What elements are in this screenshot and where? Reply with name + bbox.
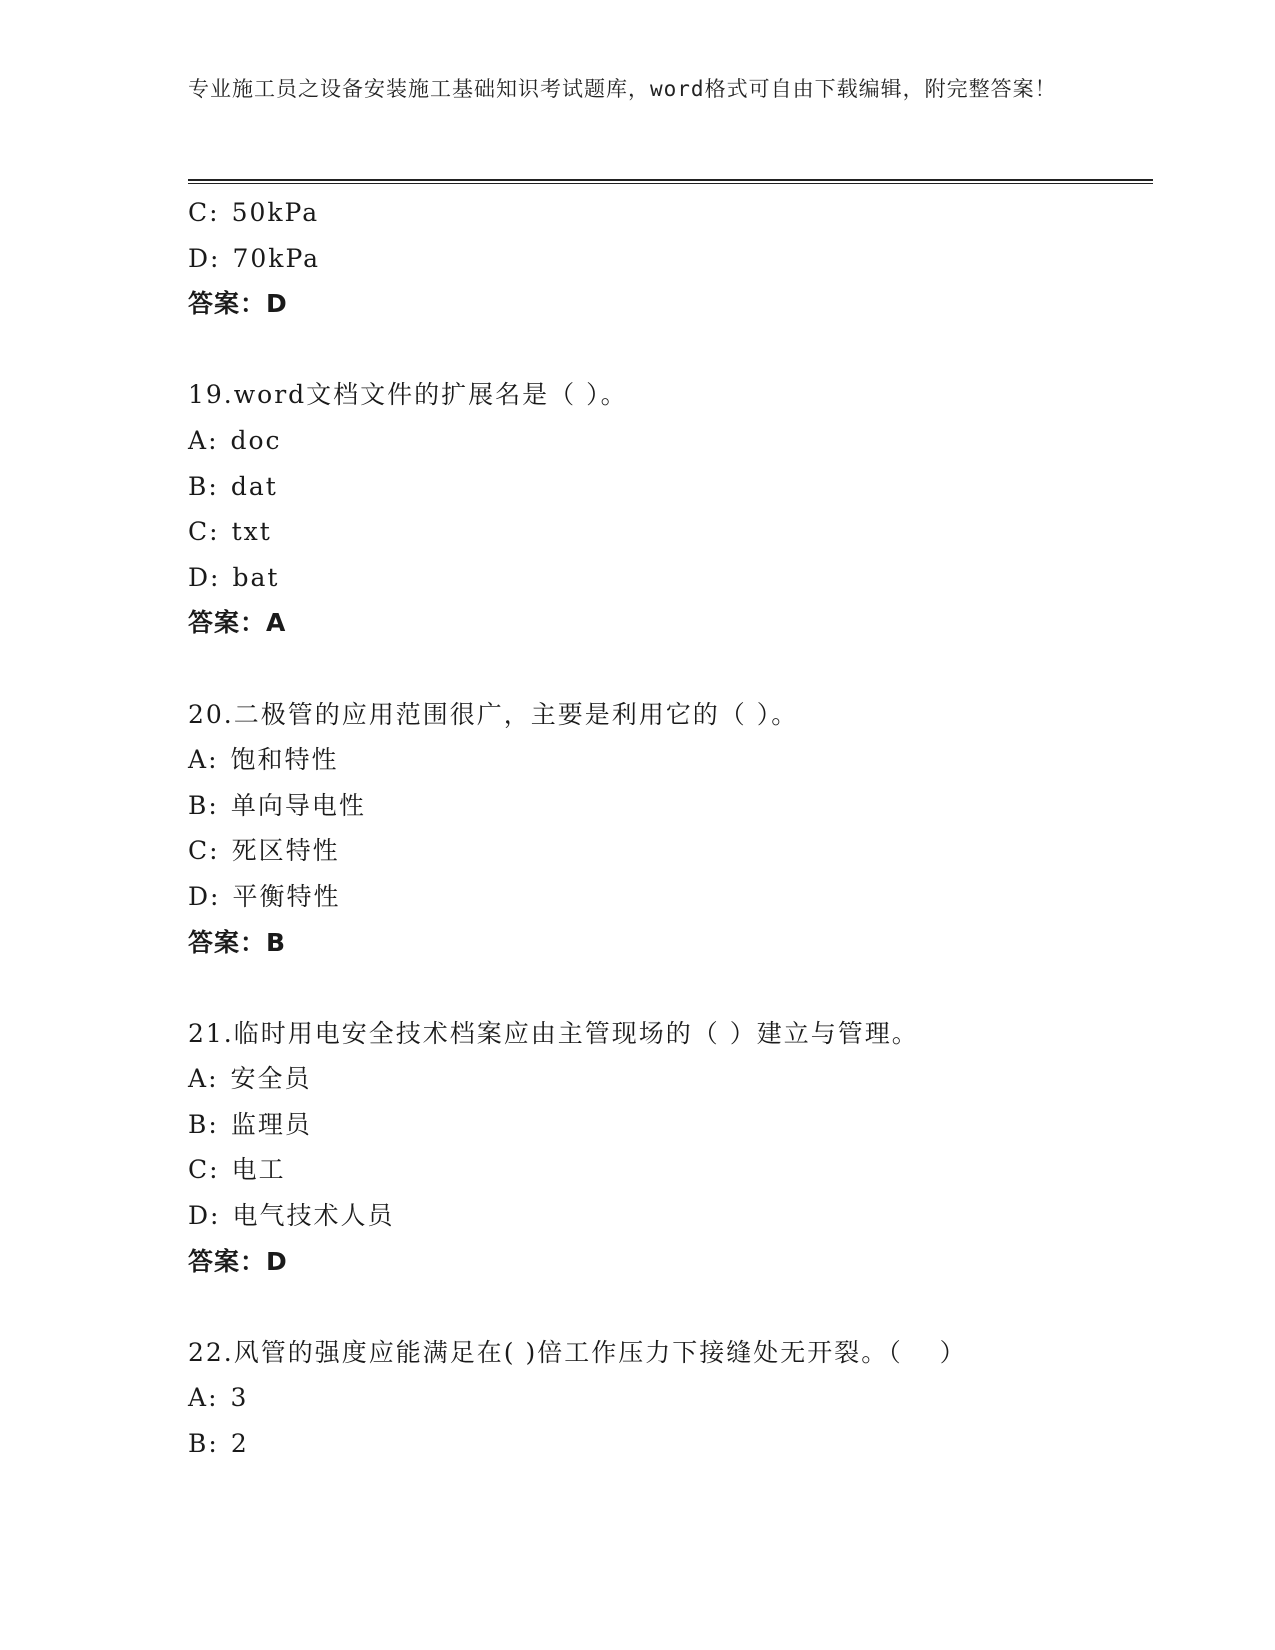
option-colon: : [209, 517, 220, 547]
option-text: 饱和特性 [230, 745, 339, 775]
option-text: 监理员 [230, 1109, 312, 1139]
option-text: 单向导电性 [230, 790, 366, 820]
answer-line: 答案：A [188, 608, 287, 638]
option-line [188, 418, 1148, 464]
option-text: 电工 [231, 1155, 286, 1185]
option-key: C [188, 836, 210, 866]
document-header: 专业施工员之设备安装施工基础知识考试题库，word格式可自由下载编辑，附完整答案！ [188, 77, 1057, 101]
option-key: C [188, 1155, 210, 1185]
spacer [188, 965, 1148, 1011]
option-key: A [188, 425, 209, 455]
option-key: D [188, 243, 211, 273]
option-line [188, 1147, 1148, 1193]
option-colon: : [210, 243, 221, 273]
question-list [188, 190, 1148, 1467]
option-line [188, 464, 1148, 510]
option-key: A [188, 745, 209, 775]
answer-line: 答案：D [188, 289, 288, 319]
option-key: D [188, 562, 211, 592]
option-key: A [188, 1383, 209, 1413]
option-colon: : [210, 562, 221, 592]
spacer [188, 1284, 1148, 1330]
option-line [188, 828, 1148, 874]
option-text: txt [231, 517, 272, 547]
option-colon: : [208, 1109, 219, 1139]
answer-line: 答案：D [188, 1246, 288, 1276]
option-text: 死区特性 [231, 836, 340, 866]
option-colon: : [208, 1429, 219, 1459]
option-colon: : [209, 1155, 220, 1185]
option-colon: : [208, 1064, 219, 1094]
option-text: 电气技术人员 [232, 1201, 395, 1231]
question-stem: 19.word文档文件的扩展名是（ ）。 [188, 380, 628, 410]
option-colon: : [210, 881, 221, 911]
option-line [188, 509, 1148, 555]
question-stem: 21.临时用电安全技术档案应由主管现场的（ ）建立与管理。 [188, 1018, 919, 1048]
option-line [188, 190, 1148, 236]
option-text: dat [230, 471, 278, 501]
option-text: bat [232, 562, 280, 592]
option-line [188, 555, 1148, 601]
option-line [188, 1421, 1148, 1467]
option-colon: : [208, 471, 219, 501]
option-key: D [188, 1201, 211, 1231]
option-text: 3 [230, 1383, 249, 1413]
option-colon: : [209, 836, 220, 866]
option-key: A [188, 1064, 209, 1094]
option-colon: : [208, 1383, 219, 1413]
option-text: 安全员 [230, 1064, 312, 1094]
option-line [188, 236, 1148, 282]
option-colon: : [210, 1201, 221, 1231]
option-key: C [188, 198, 210, 227]
header-divider [188, 179, 1153, 184]
option-colon: : [209, 198, 220, 227]
spacer [188, 646, 1148, 692]
option-key: C [188, 517, 210, 547]
option-text: doc [230, 425, 282, 455]
option-line [188, 737, 1148, 783]
option-line [188, 1193, 1148, 1239]
answer-line: 答案：B [188, 927, 287, 957]
option-text: 2 [230, 1429, 249, 1459]
option-key: D [188, 881, 211, 911]
spacer [188, 327, 1148, 373]
option-key: B [188, 790, 209, 820]
option-line [188, 1102, 1148, 1148]
question-stem: 22.风管的强度应能满足在( )倍工作压力下接缝处无开裂。（ ） [188, 1337, 967, 1367]
option-text: 平衡特性 [232, 881, 341, 911]
option-colon: : [208, 425, 219, 455]
option-line [188, 783, 1148, 829]
option-key: B [188, 1429, 209, 1459]
option-colon: : [208, 745, 219, 775]
option-key: B [188, 471, 209, 501]
option-key: B [188, 1109, 209, 1139]
option-line [188, 874, 1148, 920]
option-colon: : [208, 790, 219, 820]
option-text: 70kPa [232, 243, 321, 273]
option-line [188, 1375, 1148, 1421]
option-text: 50kPa [231, 198, 320, 227]
option-line [188, 1056, 1148, 1102]
question-stem: 20.二极管的应用范围很广，主要是利用它的（ ）。 [188, 699, 799, 729]
